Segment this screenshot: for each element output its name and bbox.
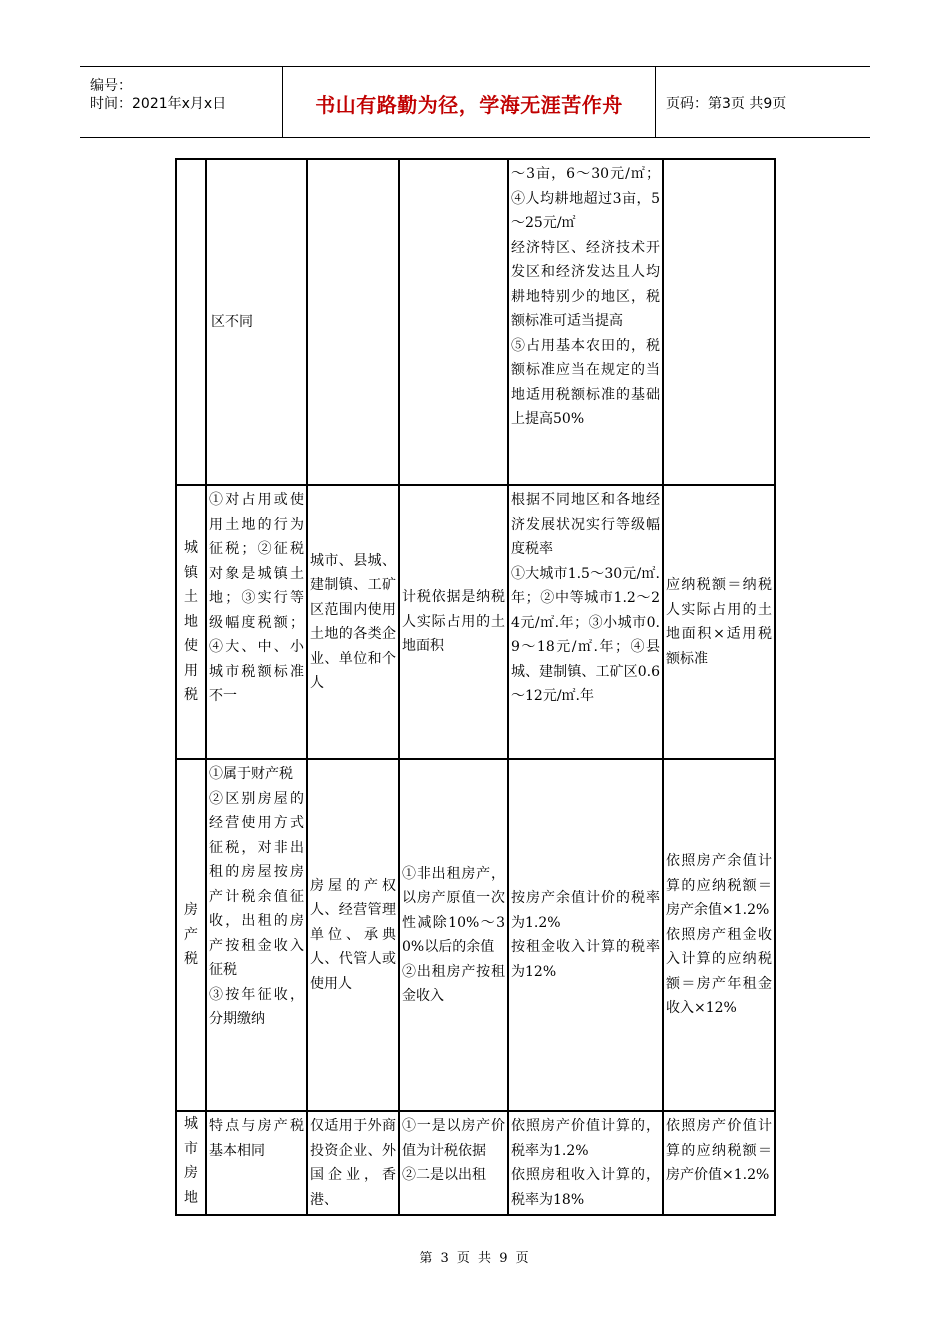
table-row	[176, 1111, 775, 1215]
doc-time-label: 时间：2021年x月x日	[90, 96, 227, 112]
tax-name: 房产税	[184, 902, 198, 968]
basis-cell	[399, 159, 508, 485]
table-row	[176, 485, 775, 759]
rate-cell: 根据不同地区和各地经济发展状况实行等级幅度税率 ①大城市1.5～30元/㎡.年；②中等城市1.2～24元/㎡.年；③小城市0.9～18元/㎡.年；④县城、建制镇、工矿区0.6～12元/㎡.年	[508, 485, 663, 759]
taxpayers-cell: 仅适用于外商投资企业、外国企业，香港、	[307, 1111, 399, 1215]
header-motto-cell	[283, 67, 656, 137]
formula-cell: 依照房产价值计算的应纳税额＝房产价值×1.2%	[663, 1111, 775, 1215]
features-cell: ①属于财产税 ②区别房屋的经营使用方式征税，对非出租的房屋按房产计税余值征收，出租的房产按租金收入征税 ③按年征收，分期缴纳	[206, 759, 307, 1111]
features-cell: ①对占用或使用土地的行为征税；②征税对象是城镇土地；③实行等级幅度税额；④大、中、小城市税额标准不一	[206, 485, 307, 759]
features-cell: 特点与房产税基本相同	[206, 1111, 307, 1215]
table-row	[176, 759, 775, 1111]
taxpayers-cell: 城市、县城、建制镇、工矿区范围内使用土地的各类企业、单位和个人	[307, 485, 399, 759]
tax-name-cell	[176, 759, 206, 1111]
tax-table	[175, 158, 776, 1216]
tax-name-cell	[176, 485, 206, 759]
doc-number-label: 编号：	[90, 78, 132, 94]
basis-cell: 计税依据是纳税人实际占用的土地面积	[399, 485, 508, 759]
header-page-cell	[656, 67, 870, 137]
tax-name-cell	[176, 159, 206, 485]
header-page-number: 页码：第3页 共9页	[666, 96, 787, 112]
rate-cell: ～3亩，6～30元/㎡；④人均耕地超过3亩，5～25元/㎡ 经济特区、经济技术开发区和经济发达且人均耕地特别少的地区，税额标准可适当提高 ⑤占用基本农田的，税额标准应当在规定的当地适用税额标准的基础上提高50%	[508, 159, 663, 485]
formula-cell	[663, 159, 775, 485]
tax-name: 城镇土地使用税	[184, 540, 198, 704]
header-motto: 书山有路勤为径，学海无涯苦作舟	[315, 93, 623, 117]
basis-cell: ①一是以房产价值为计税依据 ②二是以出租	[399, 1111, 508, 1215]
taxpayers-cell	[307, 159, 399, 485]
features-cell: 区不同	[206, 159, 307, 485]
tax-name-cell	[176, 1111, 206, 1215]
formula-cell: 应纳税额＝纳税人实际占用的土地面积×适用税额标准	[663, 485, 775, 759]
rate-cell: 依照房产价值计算的，税率为1.2% 依照房租收入计算的，税率为18%	[508, 1111, 663, 1215]
header-info-cell	[80, 67, 283, 137]
tax-name: 城市房地	[184, 1116, 198, 1206]
table-row	[176, 159, 775, 485]
rate-cell: 按房产余值计价的税率为1.2% 按租金收入计算的税率为12%	[508, 759, 663, 1111]
basis-cell: ①非出租房产，以房产原值一次性减除10%～30%以后的余值 ②出租房产按租金收入	[399, 759, 508, 1111]
taxpayers-cell: 房屋的产权人、经营管理单位、承典人、代管人或使用人	[307, 759, 399, 1111]
formula-cell: 依照房产余值计算的应纳税额＝房产余值×1.2% 依照房产租金收入计算的应纳税额＝房产年租金收入×12%	[663, 759, 775, 1111]
page-footer: 第 3 页 共 9 页	[419, 1251, 531, 1266]
page-header	[80, 66, 870, 138]
